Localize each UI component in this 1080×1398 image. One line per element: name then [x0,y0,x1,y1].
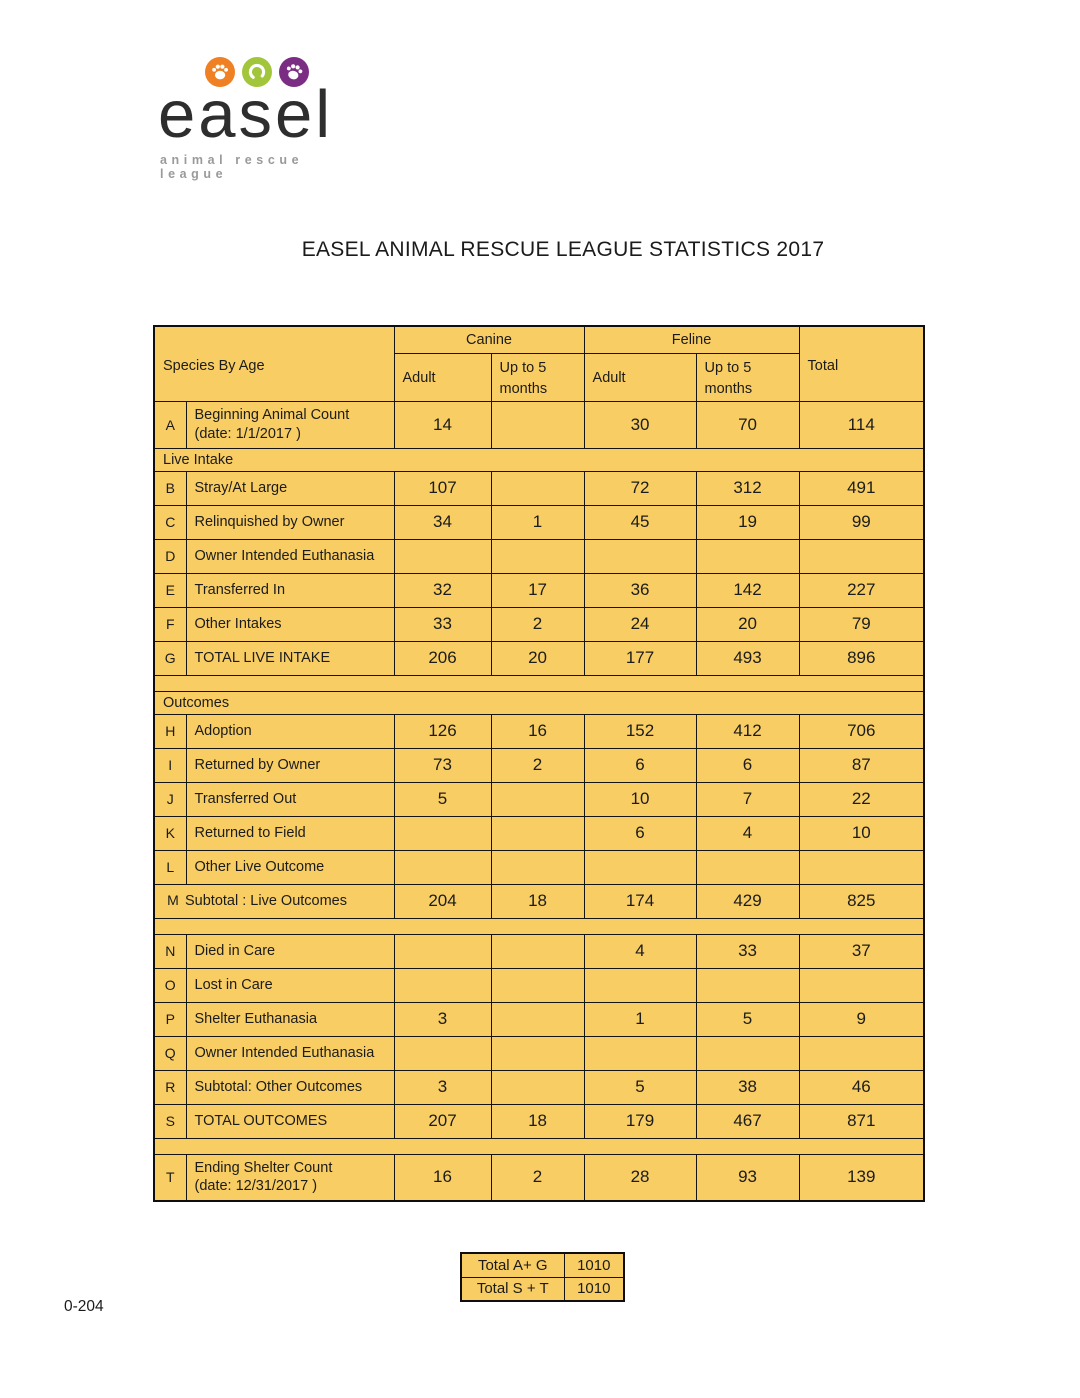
cell-value: 412 [696,714,799,748]
cell-value [491,471,584,505]
cell-value: 99 [799,505,924,539]
row-label: Transferred In [186,573,394,607]
cell-value: 36 [584,573,696,607]
table-row [154,1154,924,1201]
row-label: Relinquished by Owner [186,505,394,539]
table-row [154,641,924,675]
header-canine-up5: Up to 5 months [491,353,584,401]
row-letter: D [154,539,186,573]
cell-value [799,850,924,884]
row-label: Subtotal: Other Outcomes [186,1070,394,1104]
spacer-cell [154,918,924,934]
row-letter: T [154,1154,186,1201]
cell-value [394,850,491,884]
cell-value: 114 [799,401,924,448]
cell-value: 24 [584,607,696,641]
cell-value [799,539,924,573]
table-row [154,401,924,448]
row-letter: O [154,968,186,1002]
cell-value [491,968,584,1002]
cell-value: 2 [491,748,584,782]
cell-value: 33 [394,607,491,641]
cell-value: 14 [394,401,491,448]
page-number: 0-204 [64,1298,104,1315]
spacer-row [154,675,924,691]
cell-value: 9 [799,1002,924,1036]
cell-value: 174 [584,884,696,918]
cell-value [394,968,491,1002]
cell-value [584,1036,696,1070]
row-letter: Q [154,1036,186,1070]
row-label: Other Live Outcome [186,850,394,884]
table-row [154,1002,924,1036]
row-label: Subtotal : Live Outcomes [185,892,347,909]
table-row [154,968,924,1002]
row-letter: H [154,714,186,748]
cell-value: 19 [696,505,799,539]
row-letter-label [154,884,394,918]
row-letter: J [154,782,186,816]
cell-value: 467 [696,1104,799,1138]
cell-value: 126 [394,714,491,748]
row-label [186,1154,394,1201]
cell-value: 312 [696,471,799,505]
cell-value: 3 [394,1002,491,1036]
table-row [154,1036,924,1070]
cell-value: 70 [696,401,799,448]
row-label: Shelter Euthanasia [186,1002,394,1036]
row-letter: S [154,1104,186,1138]
table-row [154,816,924,850]
section-label: Live Intake [154,448,924,471]
cell-value: 2 [491,607,584,641]
cell-value: 20 [696,607,799,641]
table-row [154,573,924,607]
cell-value: 16 [394,1154,491,1201]
header-feline-adult: Adult [584,353,696,401]
cell-value [491,401,584,448]
table-row [461,1253,624,1277]
row-label: Returned to Field [186,816,394,850]
statistics-table [153,325,925,1202]
row-letter: L [154,850,186,884]
header-feline: Feline [584,326,799,353]
cell-value [584,539,696,573]
cell-value: 22 [799,782,924,816]
header-feline-up5: Up to 5 months [696,353,799,401]
summary-label: Total A+ G [461,1253,564,1277]
cell-value: 871 [799,1104,924,1138]
cell-value: 227 [799,573,924,607]
cell-value: 5 [394,782,491,816]
cell-value: 93 [696,1154,799,1201]
section-label: Outcomes [154,691,924,714]
cell-value: 10 [584,782,696,816]
cell-value: 32 [394,573,491,607]
row-letter: R [154,1070,186,1104]
cell-value: 204 [394,884,491,918]
cell-value: 142 [696,573,799,607]
row-letter: C [154,505,186,539]
row-letter: P [154,1002,186,1036]
cell-value [491,850,584,884]
cell-value: 179 [584,1104,696,1138]
table-row [154,1104,924,1138]
cell-value: 6 [696,748,799,782]
spacer-cell [154,1138,924,1154]
row-label-line2: (date: 12/31/2017 ) [194,1178,318,1195]
cell-value [491,934,584,968]
cell-value: 33 [696,934,799,968]
cell-value [491,782,584,816]
table-row [154,714,924,748]
table-row [154,782,924,816]
cell-value: 73 [394,748,491,782]
summary-label: Total S + T [461,1277,564,1301]
header-species-by-age: Species By Age [154,326,394,401]
summary-value: 1010 [564,1253,624,1277]
cell-value [491,1036,584,1070]
cell-value [491,1002,584,1036]
row-letter: M [167,891,179,908]
cell-value [491,1070,584,1104]
cell-value: 7 [696,782,799,816]
cell-value: 5 [584,1070,696,1104]
table-row [154,471,924,505]
cell-value [491,816,584,850]
row-label: Owner Intended Euthanasia [186,539,394,573]
header-canine: Canine [394,326,584,353]
cell-value: 3 [394,1070,491,1104]
cell-value: 2 [491,1154,584,1201]
row-label: TOTAL OUTCOMES [186,1104,394,1138]
cell-value [394,1036,491,1070]
cell-value: 1 [584,1002,696,1036]
table-row [154,934,924,968]
cell-value [799,968,924,1002]
cell-value: 30 [584,401,696,448]
row-label: Transferred Out [186,782,394,816]
cell-value [696,539,799,573]
row-letter: B [154,471,186,505]
cell-value: 45 [584,505,696,539]
cell-value [394,539,491,573]
cell-value: 1 [491,505,584,539]
cell-value [491,539,584,573]
table-header-row-groups [154,326,924,353]
row-label-line1: Ending Shelter Count [194,1160,333,1177]
row-label: Adoption [186,714,394,748]
page-title: EASEL ANIMAL RESCUE LEAGUE STATISTICS 2017 [301,238,825,261]
summary-table [460,1252,625,1302]
easel-logo [158,52,378,181]
cell-value [696,850,799,884]
table-row [154,1070,924,1104]
table-row [154,884,924,918]
cell-value: 16 [491,714,584,748]
spacer-row [154,1138,924,1154]
logo-tagline: animal rescue league [160,153,304,181]
row-letter: E [154,573,186,607]
row-label: Owner Intended Euthanasia [186,1036,394,1070]
row-label: Other Intakes [186,607,394,641]
cell-value [696,1036,799,1070]
table-row [154,539,924,573]
table-row [461,1277,624,1301]
cell-value: 5 [696,1002,799,1036]
spacer-cell [154,675,924,691]
cell-value: 177 [584,641,696,675]
cell-value: 6 [584,748,696,782]
cell-value: 6 [584,816,696,850]
row-letter: G [154,641,186,675]
cell-value: 38 [696,1070,799,1104]
logo-wordmark: easel [158,77,334,152]
spacer-row [154,918,924,934]
row-label: Returned by Owner [186,748,394,782]
cell-value: 207 [394,1104,491,1138]
cell-value [696,968,799,1002]
cell-value: 79 [799,607,924,641]
section-row [154,448,924,471]
row-letter: N [154,934,186,968]
cell-value: 825 [799,884,924,918]
row-letter: A [154,401,186,448]
cell-value: 429 [696,884,799,918]
cell-value: 18 [491,884,584,918]
section-row [154,691,924,714]
table-row [154,850,924,884]
cell-value [584,850,696,884]
cell-value: 206 [394,641,491,675]
row-label: Died in Care [186,934,394,968]
table-row [154,607,924,641]
cell-value: 493 [696,641,799,675]
cell-value: 46 [799,1070,924,1104]
cell-value [394,934,491,968]
cell-value: 107 [394,471,491,505]
table-row [154,748,924,782]
header-canine-adult: Adult [394,353,491,401]
row-label-line1: Beginning Animal Count [194,407,350,424]
row-letter: F [154,607,186,641]
header-total: Total [799,326,924,401]
summary-value: 1010 [564,1277,624,1301]
cell-value: 896 [799,641,924,675]
row-label [186,401,394,448]
cell-value: 20 [491,641,584,675]
cell-value [799,1036,924,1070]
cell-value [584,968,696,1002]
row-label: Lost in Care [186,968,394,1002]
cell-value: 139 [799,1154,924,1201]
row-label: Stray/At Large [186,471,394,505]
cell-value: 37 [799,934,924,968]
cell-value: 18 [491,1104,584,1138]
row-letter: K [154,816,186,850]
cell-value: 72 [584,471,696,505]
cell-value: 17 [491,573,584,607]
cell-value: 10 [799,816,924,850]
cell-value: 706 [799,714,924,748]
row-label-line2: (date: 1/1/2017 ) [194,425,301,442]
cell-value: 28 [584,1154,696,1201]
cell-value: 4 [584,934,696,968]
cell-value [394,816,491,850]
table-row [154,505,924,539]
cell-value: 4 [696,816,799,850]
cell-value: 152 [584,714,696,748]
row-label: TOTAL LIVE INTAKE [186,641,394,675]
cell-value: 34 [394,505,491,539]
row-letter: I [154,748,186,782]
cell-value: 491 [799,471,924,505]
cell-value: 87 [799,748,924,782]
